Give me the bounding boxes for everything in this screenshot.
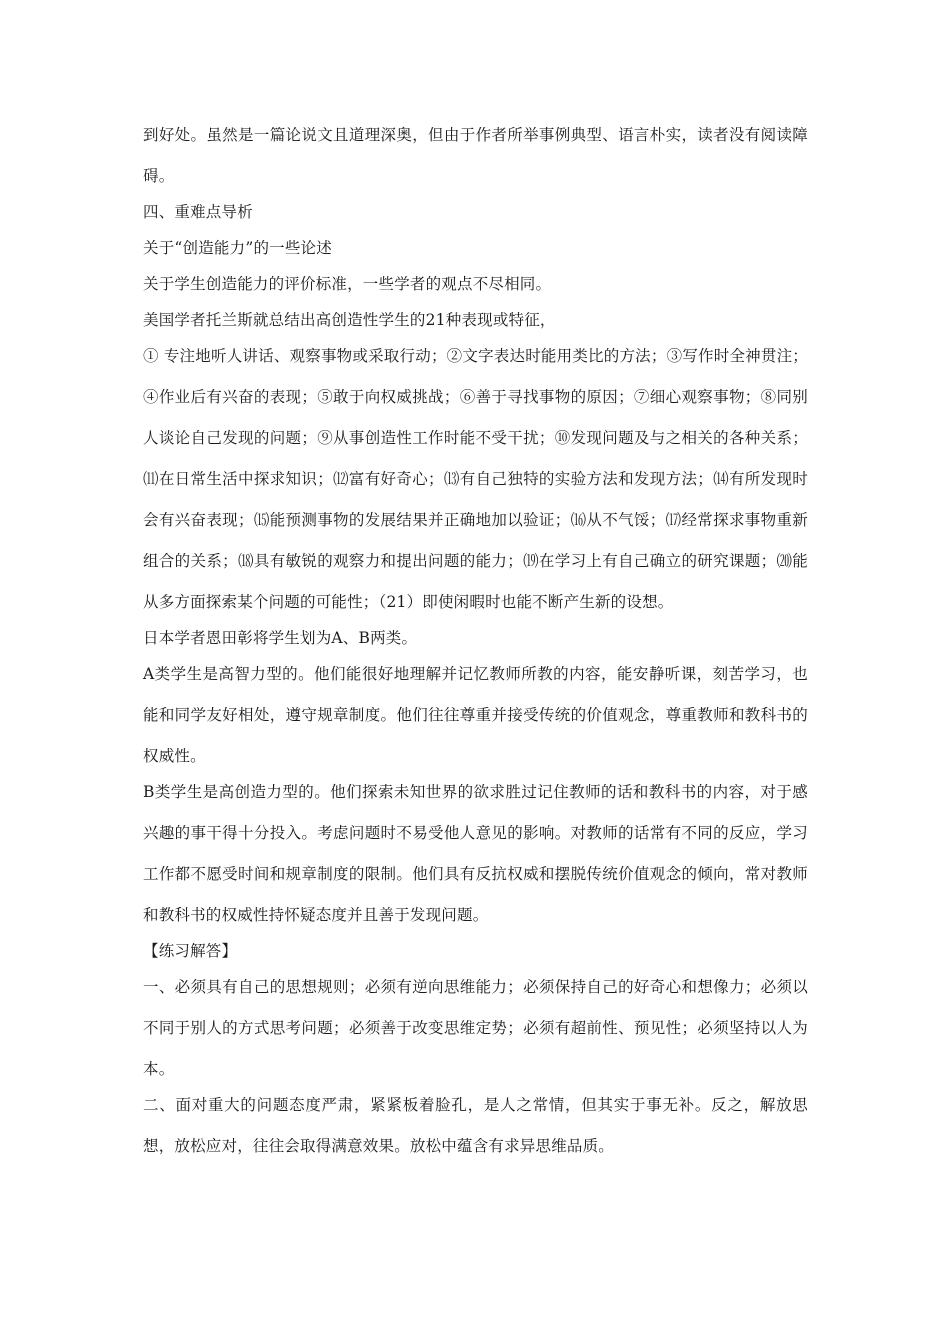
paragraph-answer-one: 一、必须具有自己的思想规则；必须有逆向思维能力；必须保持自己的好奇心和想像力；必须以不同于别人的方式思考问题；必须善于改变思维定势；必须有超前性、预见性；必须坚持以人为本。 — [143, 978, 808, 1078]
section-heading-key-points: 四、重难点导析 — [143, 203, 253, 221]
paragraph-onda-intro: 日本学者恩田彰将学生划为A、B两类。 — [143, 629, 418, 647]
paragraph-type-b: B类学生是高创造力型的。他们探索未知世界的欲求胜过记住教师的话和教科书的内容，对于感兴趣的事干得十分投入。考虑问题时不易受他人意见的影响。对教师的话常有不同的反应，学习工作都不愿受时间和规章制度的限制。他们具有反抗权威和摆脱传统价值观念的倾向，常对教师和教科书的权威性持怀疑态度并且善于发现问题。 — [143, 783, 808, 924]
paragraph-evaluation-standards: 关于学生创造能力的评价标准，一些学者的观点不尽相同。 — [143, 275, 552, 293]
paragraph-torrance-list: ① 专注地听人讲话、观察事物或采取行动；②文字表达时能用类比的方法；③写作时全神贯注；④作业后有兴奋的表现；⑤敢于向权威挑战；⑥善于寻找事物的原因；⑦细心观察事物；⑧同别人谈论自己发现的问题；⑨从事创造性工作时能不受干扰；⑩发现问题及与之相关的各种关系；⑾在日常生活中探求知识；⑿富有好奇心；⒀有自己独特的实验方法和发现方法；⒁有所发现时会有兴奋表现；⒂能预测事物的发展结果并正确地加以验证；⒃从不气馁；⒄经常探求事物重新组合的关系；⒅具有敏锐的观察力和提出问题的能力；⒆在学习上有自己确立的研究课题；⒇能从多方面探索某个问题的可能性；（21）即使闲暇时也能不断产生新的设想。 — [143, 347, 808, 611]
paragraph-answer-two: 二、面对重大的问题态度严肃，紧紧板着脸孔，是人之常情，但其实于事无补。反之，解放思想，放松应对，往往会取得满意效果。放松中蕴含有求异思维品质。 — [143, 1096, 808, 1155]
heading-exercise-answers: 【练习解答】 — [143, 942, 238, 960]
document-page — [143, 122, 808, 1169]
paragraph-type-a: A类学生是高智力型的。他们能很好地理解并记忆教师所教的内容，能安静听课，刻苦学习，也能和同学友好相处，遵守规章制度。他们往往尊重并接受传统的价值观念，尊重教师和教科书的权威性。 — [143, 665, 808, 765]
subheading-creativity: 关于“创造能力”的一些论述 — [143, 239, 332, 257]
paragraph-torrance-intro: 美国学者托兰斯就总结出高创造性学生的21种表现或特征， — [143, 311, 556, 329]
paragraph-intro-continuation: 到好处。虽然是一篇论说文且道理深奥，但由于作者所举事例典型、语言朴实，读者没有阅读障碍。 — [143, 126, 808, 185]
